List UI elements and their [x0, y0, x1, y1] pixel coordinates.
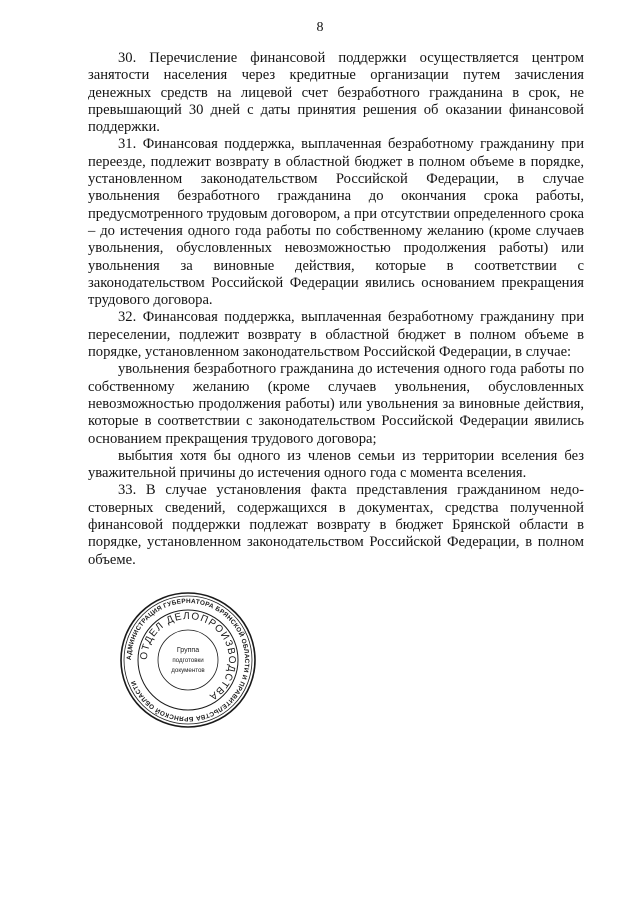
stamp-center-line-1: Группа [176, 647, 200, 654]
paragraph-32-case-2: выбытия хотя бы одного из членов семьи из территории вселения без уважительной причины до истечения одного года с момента вселения. [88, 447, 584, 482]
paragraph-31: 31. Финансовая поддержка, выплаченная безработному гражданину при переезде, подлежит возврату в областной бюджет в полном объеме в порядке, установленном законодательством Российской Федерации, в случае увольнения безработного гражданина до окончания срока работы, предусмотренного трудовым договором, а при отсутствии определенного срока – до истечения одного года работы по собственному желанию (кроме случаев увольнения, обусловленных невозможностью продолжения работы) или увольнения за виновные действия, которые в соответствии с законодательством Российской Федерации явились основанием прекращения трудового договора. [88, 136, 584, 309]
document-body [88, 50, 584, 569]
stamp-inner-ring-text: ОТДЕЛ ДЕЛОПРОИЗВОДСТВА [138, 610, 238, 703]
page-number: 8 [316, 20, 324, 35]
office-stamp [118, 590, 258, 730]
stamp-outer-ring-text: АДМИНИСТРАЦИЯ ГУБЕРНАТОРА БРЯНСКОЙ ОБЛАСТИ И ПРАВИТЕЛЬСТВА БРЯНСКОЙ ОБЛАСТИ [125, 597, 251, 723]
paragraph-33: 33. В случае установления факта представления гражданином недостоверных сведений, содержащихся в документах, средства полученной финансовой поддержки подлежат возврату в бюджет Брянской области в порядке, установленном законодательством Российской Федерации, в полном объеме. [88, 482, 584, 568]
stamp-center-line-3: документов [171, 667, 205, 674]
stamp-center-line-2: подготовки [172, 657, 204, 664]
paragraph-30: 30. Перечисление финансовой поддержки осуществляется центром занятости населения через кредитные организации путем зачисления денежных средств на лицевой счет безработного гражданина в срок, не превышающий 30 дней с даты принятия решения об оказании финансовой поддержки. [88, 50, 584, 136]
paragraph-32: 32. Финансовая поддержка, выплаченная безработному гражданину при переселении, подлежит возврату в областной бюджет в полном объеме в порядке, установленном законодательством Российской Федерации, в случае: [88, 309, 584, 361]
paragraph-32-case-1: увольнения безработного гражданина до истечения одного года работы по собственному желанию (кроме случаев увольнения, обусловленных невозможностью продолжения работы) или увольнения за виновные действия, которые в соответствии с законодательством Российской Федерации явились основанием прекращения трудового договора; [88, 361, 584, 447]
